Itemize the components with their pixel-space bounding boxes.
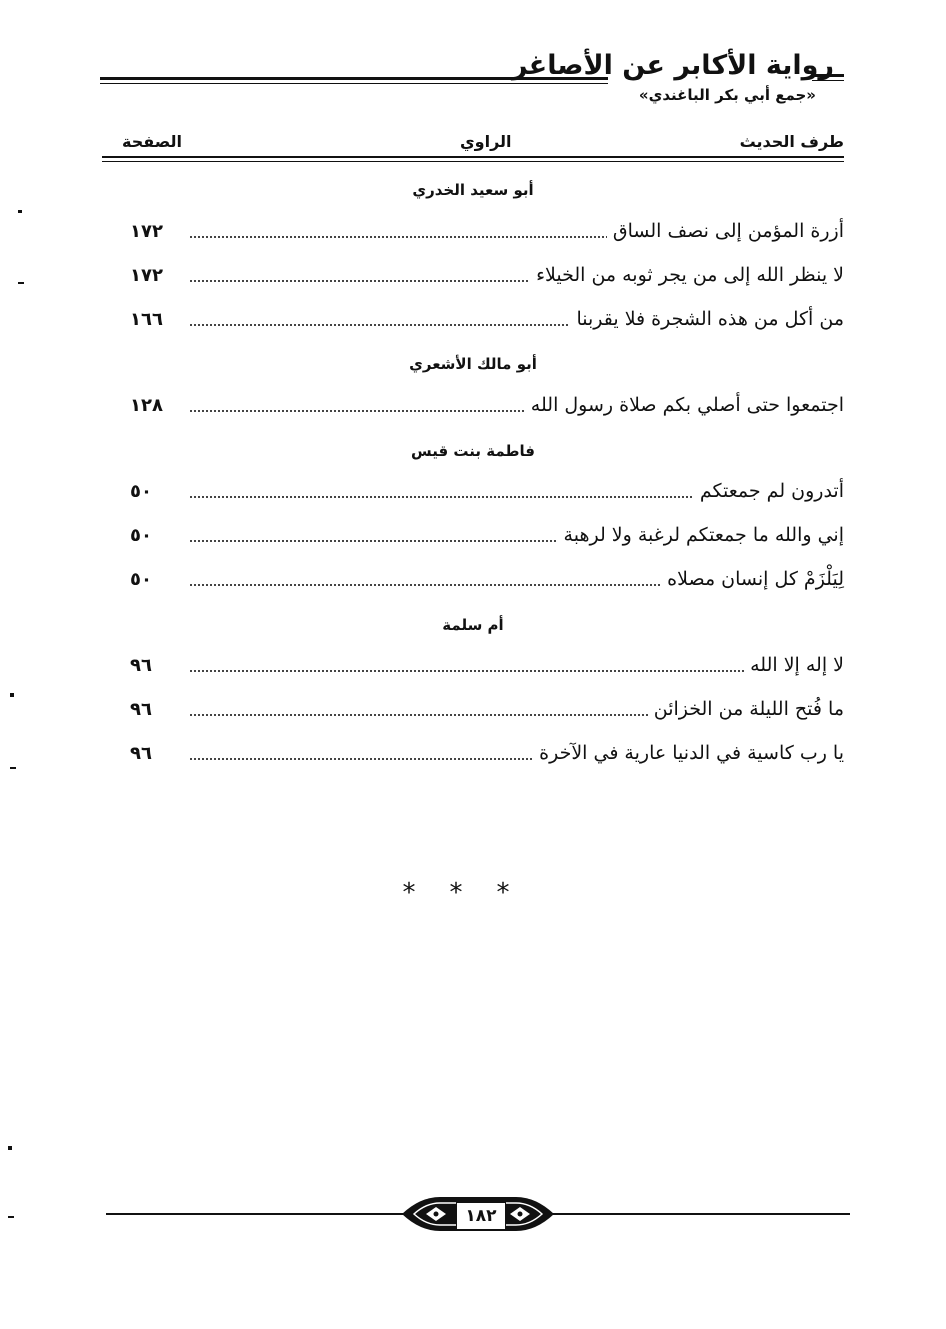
scan-mark (8, 1146, 12, 1150)
hadith-text: أزرة المؤمن إلى نصف الساق (607, 220, 844, 242)
column-heading-narrator: الراوي (460, 132, 512, 151)
footer-rule-left (106, 1213, 406, 1215)
hadith-text: لا ينظر الله إلى من يجر ثوبه من الخيلاء (530, 264, 844, 286)
index-entry (130, 568, 844, 598)
hadith-text: من أكل من هذه الشجرة فلا يقربنا (570, 308, 844, 330)
scan-mark (10, 767, 16, 769)
page-ref: ٥٠ (130, 525, 152, 546)
index-entry (130, 524, 844, 554)
index-entry (130, 742, 844, 772)
hadith-text: يا رب كاسية في الدنيا عارية في الآخرة (533, 742, 844, 764)
page-ref: ٩٦ (130, 743, 152, 764)
section-separator: *** (402, 878, 544, 908)
narrator-heading: فاطمة بنت قيس (411, 442, 535, 460)
page-number: ١٨٢ (456, 1202, 506, 1230)
scan-mark (18, 210, 22, 213)
book-title: رواية الأكابر عن الأصاغر (512, 50, 834, 81)
index-entry (130, 480, 844, 510)
header-rule (100, 77, 608, 80)
index-entry (130, 220, 844, 250)
page-ref: ١٢٨ (130, 395, 163, 416)
index-entry (130, 394, 844, 424)
hadith-text: إني والله ما جمعتكم لرغبة ولا لرهبة (558, 524, 844, 546)
page-ref: ١٧٢ (130, 221, 163, 242)
page-ref: ١٦٦ (130, 309, 163, 330)
column-heading-hadith: طرف الحديث (739, 132, 844, 151)
narrator-heading: أبو مالك الأشعري (409, 355, 537, 373)
page-ref: ٩٦ (130, 655, 152, 676)
column-rule-thin (102, 161, 844, 162)
hadith-text: أتدرون لم جمعتكم (694, 480, 844, 502)
scan-mark (10, 693, 14, 697)
hadith-text: لا إله إلا الله (744, 654, 844, 676)
hadith-text: لِيَلْزَمْ كل إنسان مصلاه (661, 568, 844, 590)
column-rule (102, 156, 844, 158)
page-ref: ٥٠ (130, 569, 152, 590)
narrator-heading: أم سلمة (442, 616, 504, 634)
narrator-heading: أبو سعيد الخدري (412, 181, 534, 199)
header-rule-thin (100, 83, 608, 84)
column-heading-page: الصفحة (122, 132, 183, 151)
hadith-text: ما فُتح الليلة من الخزائن (648, 698, 844, 720)
book-subtitle: «جمع أبي بكر الباغندي» (638, 86, 816, 104)
hadith-text: اجتمعوا حتى أصلي بكم صلاة رسول الله (525, 394, 844, 416)
index-entry (130, 264, 844, 294)
scan-mark (8, 1216, 14, 1218)
page-ref: ١٧٢ (130, 265, 163, 286)
header-rule-short-thin (812, 80, 844, 81)
page-ref: ٩٦ (130, 699, 152, 720)
header-rule-short (812, 74, 844, 77)
index-entry (130, 308, 844, 338)
index-entry (130, 654, 844, 684)
page-ref: ٥٠ (130, 481, 152, 502)
index-entry (130, 698, 844, 728)
scan-mark (18, 282, 24, 284)
footer-rule-right (548, 1213, 850, 1215)
